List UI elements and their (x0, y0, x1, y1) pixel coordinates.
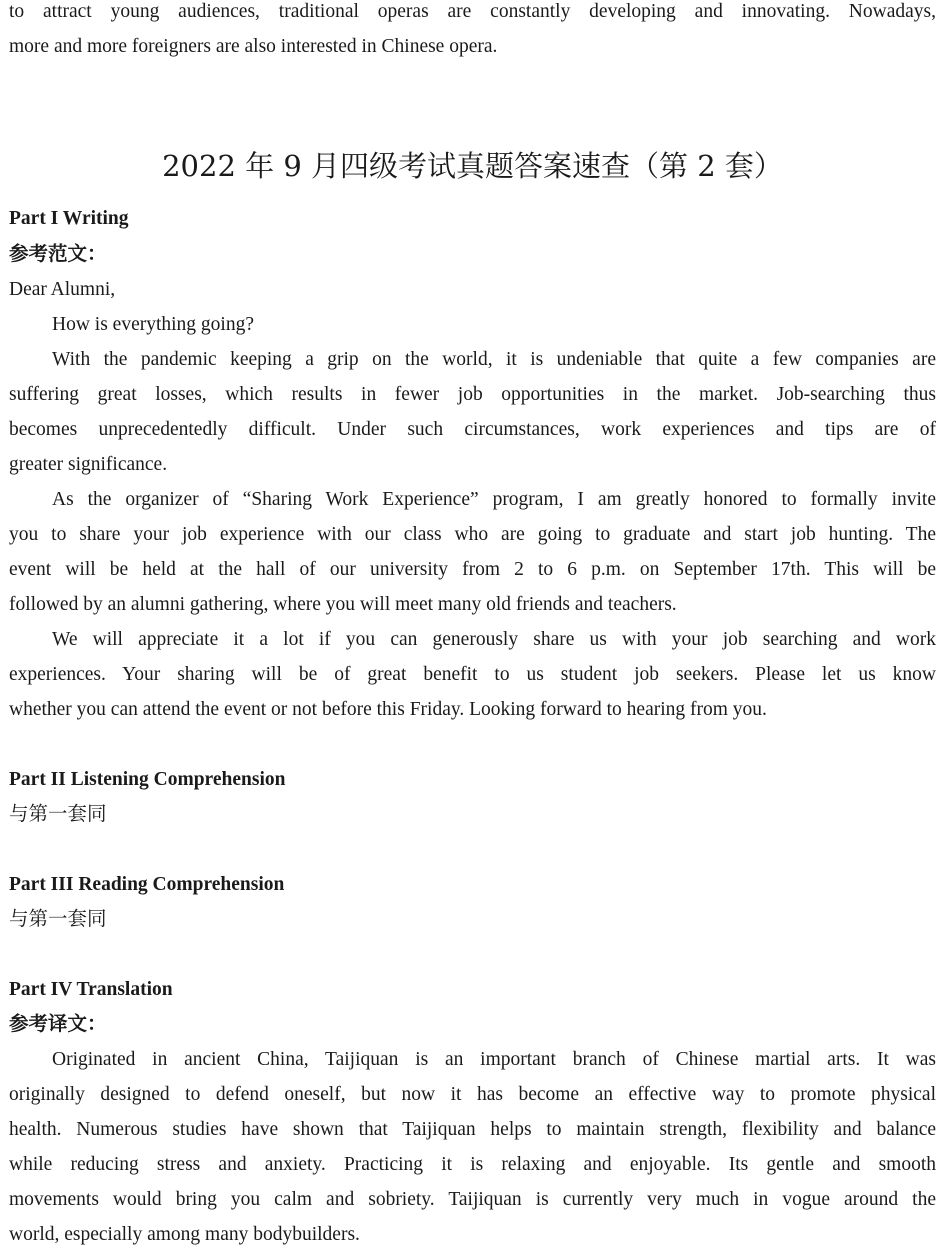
part1-heading: Part I Writing (9, 208, 129, 229)
translation-line: Originated in ancient China, Taijiquan is an important branch of Chinese martial arts. It was (52, 1049, 936, 1070)
part2-note: 与第一套同 (9, 804, 107, 825)
part4-label: 参考译文： (9, 1014, 107, 1035)
page-title: 2022 年 9 月四级考试真题答案速查（第 2 套） (162, 149, 783, 183)
translation-line: health. Numerous studies have shown that Taijiquan helps to maintain strength, flexibility and balance (9, 1119, 936, 1140)
letter-line: With the pandemic keeping a grip on the world, it is undeniable that quite a few companies are (52, 349, 936, 370)
letter-line: you to share your job experience with our class who are going to graduate and start job hunting. The (9, 524, 936, 545)
translation-line: world, especially among many bodybuilders. (9, 1224, 360, 1245)
part1-label: 参考范文： (9, 244, 107, 265)
letter-line: followed by an alumni gathering, where you will meet many old friends and teachers. (9, 594, 677, 615)
letter-line: event will be held at the hall of our university from 2 to 6 p.m. on September 17th. This will be (9, 559, 936, 580)
translation-line: originally designed to defend oneself, but now it has become an effective way to promote physical (9, 1084, 936, 1105)
intro-line-2: more and more foreigners are also interested in Chinese opera. (9, 36, 498, 57)
letter-line: whether you can attend the event or not before this Friday. Looking forward to hearing from you. (9, 699, 767, 720)
letter-line: greater significance. (9, 454, 168, 475)
letter-line: suffering great losses, which results in fewer job opportunities in the market. Job-searching thus (9, 384, 936, 405)
letter-line: How is everything going? (52, 314, 255, 335)
part2-heading: Part II Listening Comprehension (9, 769, 286, 790)
part4-heading: Part IV Translation (9, 979, 173, 1000)
letter-line: experiences. Your sharing will be of great benefit to us student job seekers. Please let us know (9, 664, 936, 685)
letter-line: We will appreciate it a lot if you can generously share us with your job searching and work (52, 629, 936, 650)
intro-line-1: to attract young audiences, traditional operas are constantly developing and innovating. Nowadays, (9, 1, 936, 22)
letter-line: As the organizer of “Sharing Work Experience” program, I am greatly honored to formally invite (52, 489, 936, 510)
translation-line: movements would bring you calm and sobriety. Taijiquan is currently very much in vogue around the (9, 1189, 936, 1210)
part3-note: 与第一套同 (9, 909, 107, 930)
letter-salutation: Dear Alumni, (9, 279, 116, 300)
part3-heading: Part III Reading Comprehension (9, 874, 285, 895)
letter-line: becomes unprecedentedly difficult. Under such circumstances, work experiences and tips are of (9, 419, 936, 440)
translation-line: while reducing stress and anxiety. Practicing it is relaxing and enjoyable. Its gentle and smooth (9, 1154, 936, 1175)
